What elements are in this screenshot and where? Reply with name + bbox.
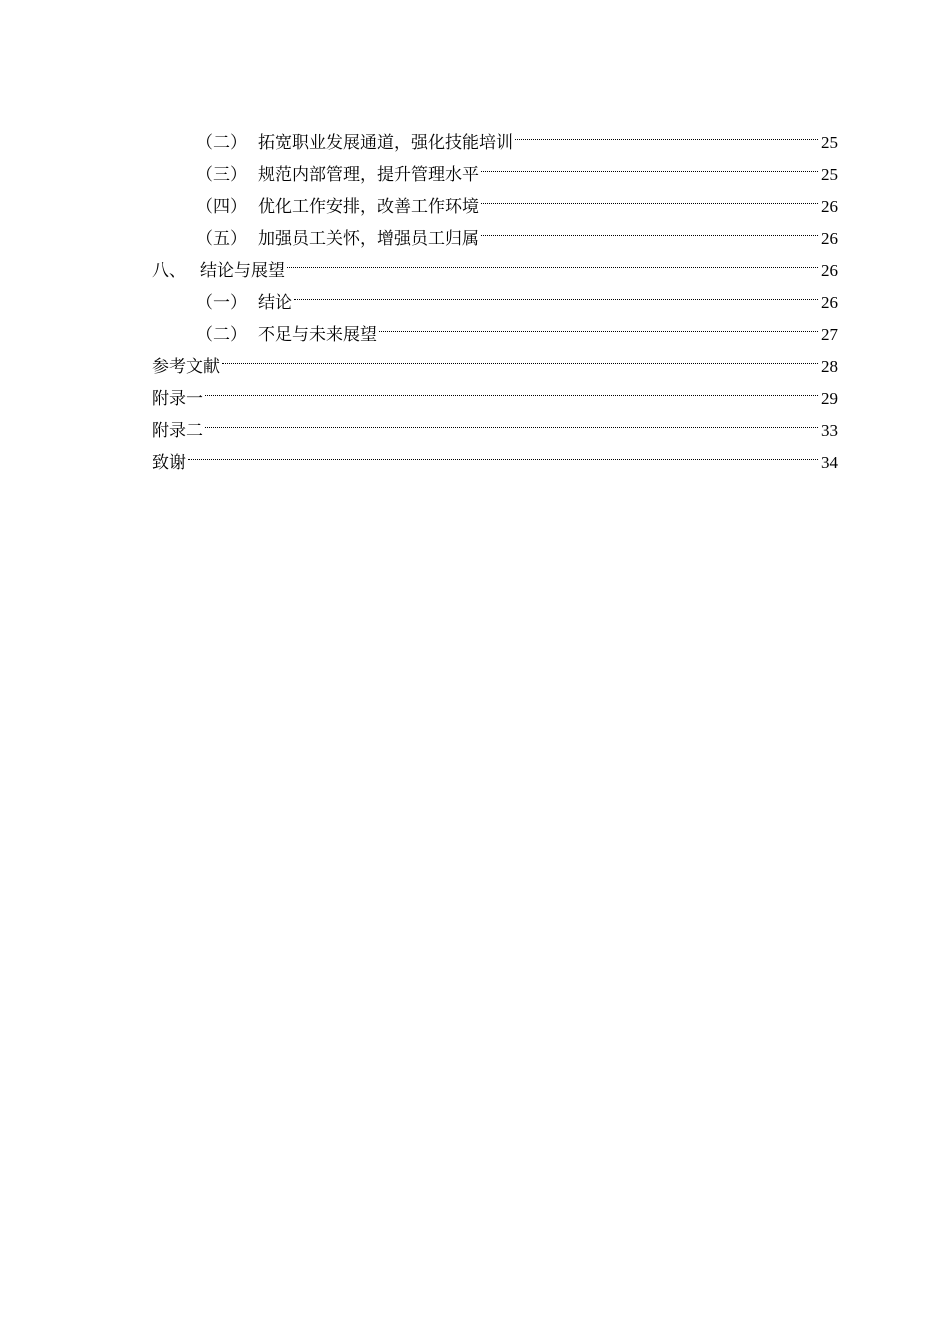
toc-entry-page-number: 34	[821, 453, 838, 472]
toc-entry-number: （四）	[196, 197, 247, 217]
toc-entry-page-number: 26	[821, 261, 838, 280]
toc-entry-appendix-one[interactable]	[152, 372, 838, 409]
dot-leader	[294, 276, 818, 308]
dot-leader	[222, 340, 818, 372]
dot-leader	[481, 212, 818, 244]
dot-leader	[379, 308, 818, 340]
toc-entry-page-number: 26	[821, 229, 838, 248]
toc-entry-acknowledgements[interactable]	[152, 436, 838, 473]
toc-entry-expand-career-channels[interactable]	[152, 116, 838, 153]
dot-leader	[481, 148, 818, 180]
toc-entry-appendix-two[interactable]	[152, 404, 838, 441]
toc-entry-title: 结论与展望	[200, 261, 285, 281]
dot-leader	[188, 436, 818, 468]
table-of-contents	[152, 116, 838, 473]
dot-leader	[287, 244, 818, 276]
toc-entry-number: （五）	[196, 229, 247, 249]
toc-entry-page-number: 33	[821, 421, 838, 440]
toc-entry-page-number: 26	[821, 293, 838, 312]
toc-entry-title: 结论	[258, 293, 292, 313]
toc-entry-number: 八、	[152, 261, 186, 281]
toc-entry-title: 致谢	[152, 453, 186, 473]
dot-leader	[515, 116, 818, 148]
toc-entry-title: 加强员工关怀，增强员工归属	[258, 229, 479, 249]
toc-entry-title: 附录二	[152, 421, 203, 441]
dot-leader	[205, 404, 818, 436]
toc-entry-page-number: 28	[821, 357, 838, 376]
toc-entry-page-number: 29	[821, 389, 838, 408]
dot-leader	[205, 372, 818, 404]
toc-entry-title: 优化工作安排，改善工作环境	[258, 197, 479, 217]
toc-entry-number: （一）	[196, 293, 247, 313]
toc-entry-title: 不足与未来展望	[258, 325, 377, 345]
toc-entry-page-number: 25	[821, 133, 838, 152]
toc-entry-number: （二）	[196, 325, 247, 345]
toc-entry-title: 参考文献	[152, 357, 220, 377]
toc-entry-page-number: 27	[821, 325, 838, 344]
dot-leader	[481, 180, 818, 212]
toc-entry-page-number: 25	[821, 165, 838, 184]
toc-entry-title: 附录一	[152, 389, 203, 409]
toc-entry-title: 拓宽职业发展通道，强化技能培训	[258, 133, 513, 153]
toc-entry-number: （二）	[196, 133, 247, 153]
toc-entry-title: 规范内部管理，提升管理水平	[258, 165, 479, 185]
toc-entry-page-number: 26	[821, 197, 838, 216]
toc-entry-number: （三）	[196, 165, 247, 185]
toc-entry-references[interactable]	[152, 340, 838, 377]
